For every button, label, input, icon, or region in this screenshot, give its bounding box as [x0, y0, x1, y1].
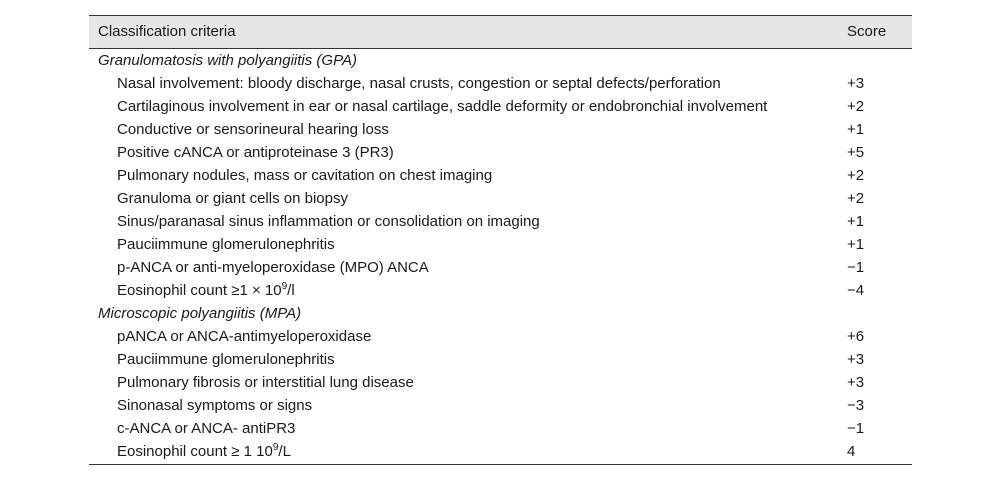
header-score: Score [845, 16, 912, 49]
table-row [89, 233, 912, 256]
classification-criteria-table [89, 15, 912, 465]
criterion-cell: Sinus/paranasal sinus inflammation or consolidation on imaging [117, 212, 540, 230]
table-row [89, 141, 912, 164]
criterion-cell: c-ANCA or ANCA- antiPR3 [117, 419, 296, 437]
criterion-cell: p-ANCA or anti-myeloperoxidase (MPO) ANCA [117, 258, 429, 276]
score-cell: +5 [847, 143, 865, 161]
table-row [89, 371, 912, 394]
score-cell: −1 [847, 258, 865, 276]
table-row [89, 325, 912, 348]
score-cell: +1 [847, 120, 865, 138]
score-cell: +1 [847, 212, 865, 230]
score-cell: +3 [847, 350, 865, 368]
criterion-text: Eosinophil count ≥1 × 10 [117, 281, 282, 299]
score-cell: −4 [847, 281, 865, 299]
criterion-cell: Sinonasal symptoms or signs [117, 396, 313, 414]
score-cell: +6 [847, 327, 865, 345]
score-cell: +2 [847, 189, 865, 207]
table-row [89, 394, 912, 417]
classification-table-container [89, 15, 912, 465]
criterion-unit: /L [278, 443, 291, 460]
section-row-gpa [89, 49, 912, 73]
table-row [89, 72, 912, 95]
criterion-text: Eosinophil count ≥ 1 10 [117, 443, 273, 460]
criterion-cell: Pulmonary fibrosis or interstitial lung disease [117, 373, 414, 391]
score-cell: +3 [847, 373, 865, 391]
criterion-cell: pANCA or ANCA-antimyeloperoxidase [117, 327, 372, 345]
criterion-cell: Pauciimmune glomerulonephritis [117, 350, 335, 368]
table-row [89, 417, 912, 440]
table-row [89, 256, 912, 279]
header-classification-criteria: Classification criteria [89, 16, 845, 49]
section-title: Microscopic polyangiitis (MPA) [98, 304, 302, 322]
section-row-mpa [89, 302, 912, 325]
score-cell: −3 [847, 396, 865, 414]
section-title: Granulomatosis with polyangiitis (GPA) [98, 51, 357, 69]
table-row [89, 440, 912, 465]
score-cell: +2 [847, 97, 865, 115]
exponent: 9 [272, 442, 279, 453]
criterion-unit: /l [287, 281, 295, 299]
score-cell: +1 [847, 235, 865, 253]
criterion-cell: Granuloma or giant cells on biopsy [117, 189, 348, 207]
criterion-cell [89, 279, 845, 302]
criterion-cell: Positive cANCA or antiproteinase 3 (PR3) [117, 143, 394, 161]
criterion-cell: Nasal involvement: bloody discharge, nasal crusts, congestion or septal defects/perforation [117, 74, 721, 92]
criterion-cell: Cartilaginous involvement in ear or nasal cartilage, saddle deformity or endobronchial involvement [117, 97, 768, 115]
table-row [89, 279, 912, 302]
table-row [89, 95, 912, 118]
table-header-row [89, 16, 912, 49]
table-row [89, 210, 912, 233]
criterion-cell: Pauciimmune glomerulonephritis [117, 235, 335, 253]
criterion-cell [89, 440, 845, 465]
criterion-cell: Pulmonary nodules, mass or cavitation on chest imaging [117, 166, 493, 184]
score-cell: +2 [847, 166, 865, 184]
table-row [89, 164, 912, 187]
table-row [89, 187, 912, 210]
score-cell: 4 [845, 440, 912, 465]
score-cell: +3 [847, 74, 865, 92]
table-row [89, 118, 912, 141]
exponent: 9 [281, 280, 288, 292]
table-row [89, 348, 912, 371]
criterion-cell: Conductive or sensorineural hearing loss [117, 120, 389, 138]
score-cell: −1 [847, 419, 865, 437]
